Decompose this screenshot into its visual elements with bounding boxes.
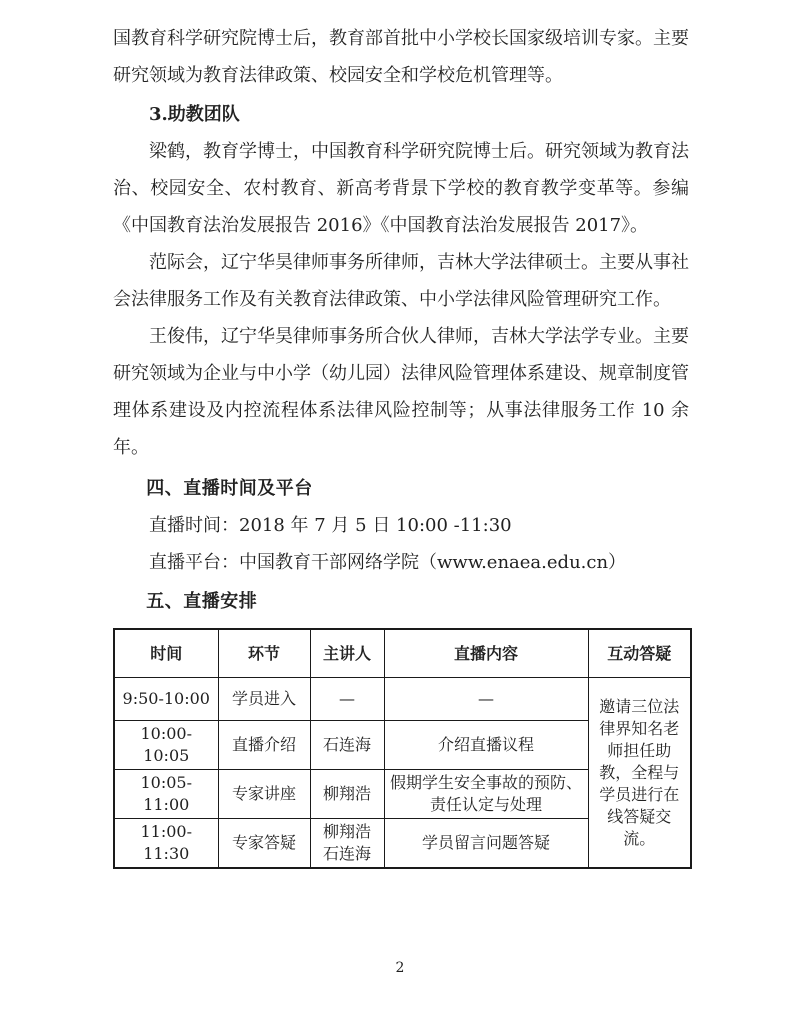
- paragraph-fanjihui-bio: 范际会，辽宁华昊律师事务所律师，吉林大学法律硕士。主要从事社会法律服务工作及有关教育法律政策、中小学法律风险管理研究工作。: [113, 252, 689, 310]
- heading-section5-broadcast-schedule: 五、直播安排: [146, 591, 258, 612]
- document-body: [113, 20, 689, 869]
- cell-speaker: —: [310, 678, 384, 721]
- schedule-table: [113, 628, 692, 869]
- cell-time: 9:50-10:00: [114, 678, 218, 721]
- column-header-segment: 环节: [218, 629, 310, 678]
- column-header-content: 直播内容: [384, 629, 588, 678]
- schedule-row-entry: [114, 678, 691, 721]
- speaker-line: 石连海: [322, 844, 371, 863]
- cell-content: 介绍直播议程: [384, 721, 588, 770]
- paragraph-wangjunwei-bio: 王俊伟，辽宁华昊律师事务所合伙人律师，吉林大学法学专业。主要研究领域为企业与中小学（幼儿园）法律风险管理体系建设、规章制度管理体系建设及内控流程体系法律风险控制等；从事法律服务工作 10 余年。: [113, 326, 689, 458]
- cell-speaker: [310, 819, 384, 869]
- cell-time: 10:05-11:00: [114, 770, 218, 819]
- cell-speaker: 柳翔浩: [310, 770, 384, 819]
- schedule-header-row: [114, 629, 691, 678]
- cell-content: —: [384, 678, 588, 721]
- paragraph-broadcast-time: 直播时间：2018 年 7 月 5 日 10:00 -11:30: [149, 515, 512, 536]
- column-header-qa: 互动答疑: [588, 629, 691, 678]
- paragraph-lianghe-bio: 梁鹤，教育学博士，中国教育科学研究院博士后。研究领域为教育法治、校园安全、农村教育、新高考背景下学校的教育教学变革等。参编《中国教育法治发展报告 2016》《中国教育法治发展报告 2017》。: [113, 141, 689, 236]
- column-header-time: 时间: [114, 629, 218, 678]
- cell-time: 10:00-10:05: [114, 721, 218, 770]
- cell-segment: 专家答疑: [218, 819, 310, 869]
- cell-segment: 直播介绍: [218, 721, 310, 770]
- cell-speaker: 石连海: [310, 721, 384, 770]
- page-number: 2: [395, 960, 405, 976]
- cell-qa-note: 邀请三位法律界知名老师担任助教，全程与学员进行在线答疑交流。: [588, 678, 691, 869]
- column-header-speaker: 主讲人: [310, 629, 384, 678]
- cell-segment: 专家讲座: [218, 770, 310, 819]
- speaker-line: 柳翔浩: [322, 822, 371, 841]
- paragraph-broadcast-platform: 直播平台：中国教育干部网络学院（www.enaea.edu.cn）: [149, 552, 627, 573]
- cell-content: 学员留言问题答疑: [384, 819, 588, 869]
- cell-time: 11:00-11:30: [114, 819, 218, 869]
- paragraph-continuation: 国教育科学研究院博士后，教育部首批中小学校长国家级培训专家。主要研究领域为教育法律政策、校园安全和学校危机管理等。: [113, 28, 689, 86]
- heading-section4-broadcast-time: 四、直播时间及平台: [146, 478, 313, 499]
- cell-segment: 学员进入: [218, 678, 310, 721]
- heading-assistant-team: 3.助教团队: [149, 104, 240, 125]
- cell-content: 假期学生安全事故的预防、责任认定与处理: [384, 770, 588, 819]
